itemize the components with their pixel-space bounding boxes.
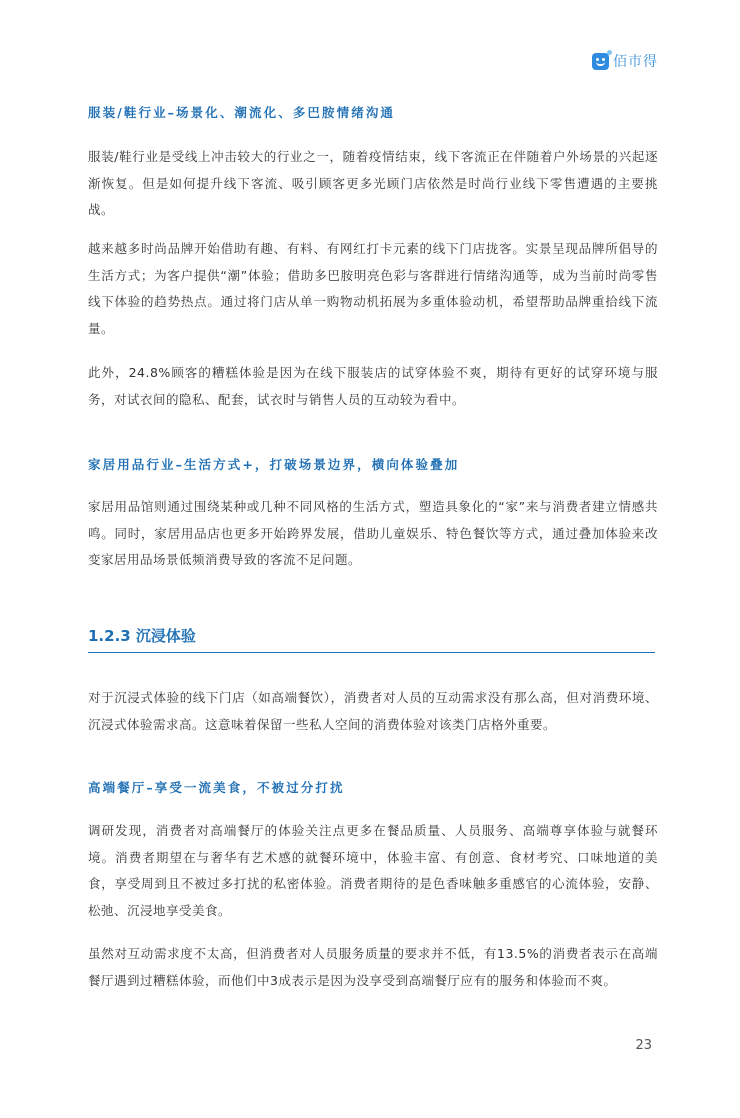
- smiley-logo-icon: [592, 53, 609, 70]
- subheading-dining: 高端餐厅–享受一流美食，不被过分打扰: [88, 780, 345, 795]
- paragraph-immersive-intro: 对于沉浸式体验的线下门店（如高端餐饮），消费者对人员的互动需求没有那么高，但对消费环境、沉浸式体验需求高。这意味着保留一些私人空间的消费体验对该类门店格外重要。: [88, 690, 658, 732]
- paragraph-dining-1: 调研发现，消费者对高端餐厅的体验关注点更多在餐品质量、人员服务、高端尊享体验与就餐环境。消费者期望在与奢华有艺术感的就餐环境中，体验丰富、有创意、食材考究、口味地道的美食，享受周到且不被过多打扰的私密体验。消费者期待的是色香味触多重感官的心流体验，安静、松弛、沉浸地享受美食。: [88, 823, 658, 918]
- paragraph-clothing-1: 服装/鞋行业是受线上冲击较大的行业之一，随着疫情结束，线下客流正在伴随着户外场景的兴起逐渐恢复。但是如何提升线下客流、吸引顾客更多光顾门店依然是时尚行业线下零售遭遇的主要挑战。: [88, 149, 658, 217]
- paragraph-dining-2: 虽然对互动需求度不太高，但消费者对人员服务质量的要求并不低，有13.5%的消费者表示在高端餐厅遇到过糟糕体验，而他们中3成表示是因为没享受到高端餐厅应有的服务和体验而不爽。: [88, 946, 658, 988]
- page-number: 23: [635, 1038, 652, 1053]
- subheading-clothing: 服装/鞋行业–场景化、潮流化、多巴胺情绪沟通: [88, 105, 396, 120]
- paragraph-clothing-2: 越来越多时尚品牌开始借助有趣、有料、有网红打卡元素的线下门店拢客。实景呈现品牌所倡导的生活方式；为客户提供“潮”体验；借助多巴胺明亮色彩与客群进行情绪沟通等，成为当前时尚零售线下体验的趋势热点。通过将门店从单一购物动机拓展为多重体验动机，希望帮助品牌重拾线下流量。: [88, 241, 658, 336]
- section-divider: [88, 652, 655, 653]
- section-title: 1.2.3 沉浸体验: [88, 627, 196, 645]
- logo-text: 佰市得: [613, 53, 658, 70]
- brand-logo: [592, 53, 658, 70]
- subheading-home: 家居用品行业–生活方式+，打破场景边界，横向体验叠加: [88, 457, 460, 472]
- paragraph-home-1: 家居用品馆则通过围绕某种或几种不同风格的生活方式，塑造具象化的“家”来与消费者建立情感共鸣。同时，家居用品店也更多开始跨界发展，借助儿童娱乐、特色餐饮等方式，通过叠加体验来改变家居用品场景低频消费导致的客流不足问题。: [88, 499, 658, 567]
- paragraph-clothing-3: 此外，24.8%顾客的糟糕体验是因为在线下服装店的试穿体验不爽，期待有更好的试穿环境与服务，对试衣间的隐私、配套，试衣时与销售人员的互动较为看中。: [88, 365, 658, 407]
